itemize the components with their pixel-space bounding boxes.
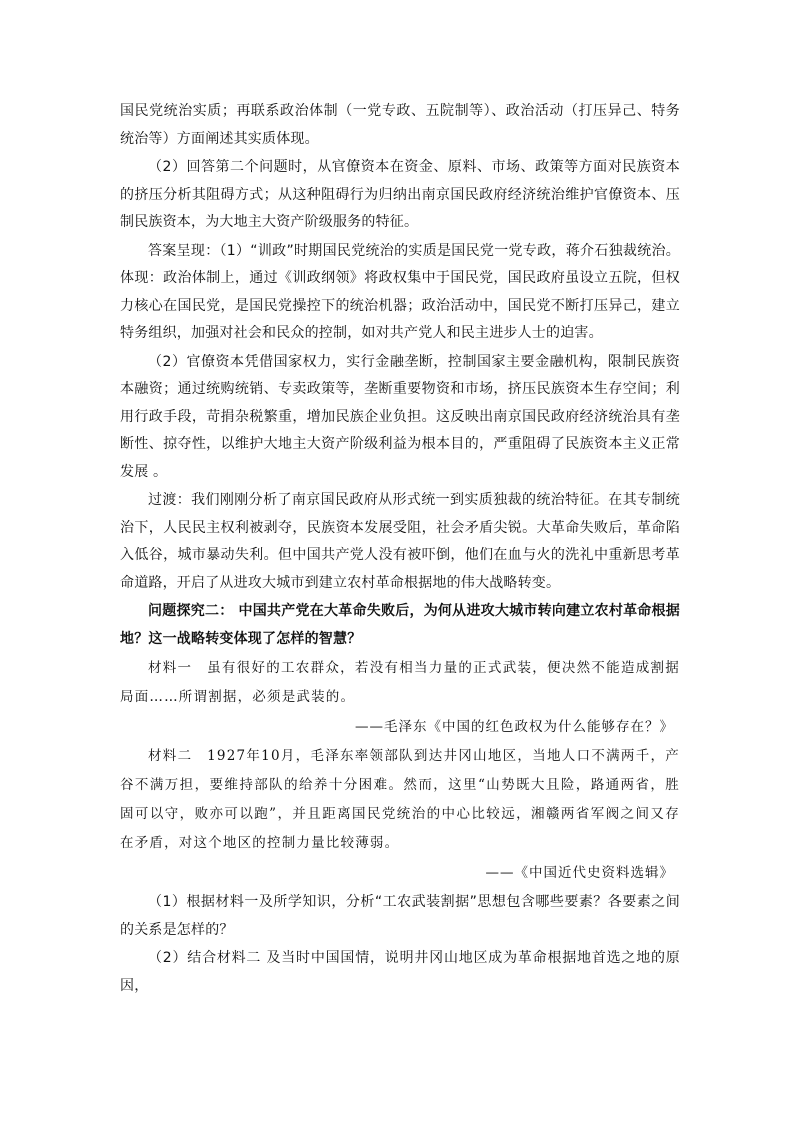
material-two-source: ——《中国近代史资料选辑》: [485, 865, 674, 881]
sub-question-2: （2）结合材料二 及当时中国国情，说明井冈山地区成为革命根据地首选之地的原因，: [120, 950, 680, 994]
material-one-source: ——毛泽东《中国的红色政权为什么能够存在？》: [355, 719, 674, 735]
question-heading: 问题探究二： 中国共产党在大革命失败后，为何从进攻大城市转向建立农村革命根据地？这一战略转变体现了怎样的智慧？: [120, 603, 680, 647]
material-two: 材料二 1927年10月，毛泽东率领部队到达井冈山地区，当地人口不满两千，产谷不满万担，要维持部队的给养十分困难。然而，这里“山势既大且险，路通两省，胜固可以守，败亦可以跑”，并且距离国民党统治的中心比较远，湘赣两省军阀之间又存在矛盾，对这个地区的控制力量比较薄弱。: [120, 748, 680, 851]
document-body: [120, 98, 680, 1000]
paragraph-analysis-2: （2）回答第二个问题时，从官僚资本在资金、原料、市场、政策等方面对民族资本的挤压分析其阻碍方式；从这种阻碍行为归纳出南京国民政府经济统治维护官僚资本、压制民族资本，为大地主大资产阶级服务的特征。: [120, 159, 680, 230]
paragraph-analysis-1: 国民党统治实质；再联系政治体制（一党专政、五院制等）、政治活动（打压异己、特务统治等）方面阐述其实质体现。: [120, 103, 680, 147]
paragraph-transition: 过渡：我们刚刚分析了南京国民政府从形式统一到实质独裁的统治特征。在其专制统治下，人民民主权利被剥夺，民族资本发展受阻，社会矛盾尖锐。大革命失败后，革命陷入低谷，城市暴动失利。但中国共产党人没有被吓倒，他们在血与火的洗礼中重新思考革命道路，开启了从进攻大城市到建立农村革命根据地的伟大战略转变。: [120, 492, 680, 591]
paragraph-answer-1: 答案呈现：（1）“训政”时期国民党统治的实质是国民党一党专政，蒋介石独裁统治。体现：政治体制上，通过《训政纲领》将政权集中于国民党，国民政府虽设立五院，但权力核心在国民党，是国民党操控下的统治机器；政治活动中，国民党不断打压异己，建立特务组织，加强对社会和民众的控制，如对共产党人和民主进步人士的迫害。: [120, 242, 680, 341]
sub-question-1: （1）根据材料一及所学知识，分析“工农武装割据”思想包含哪些要素？各要素之间的关系是怎样的？: [120, 894, 680, 938]
paragraph-answer-2: （2）官僚资本凭借国家权力，实行金融垄断，控制国家主要金融机构，限制民族资本融资；通过统购统销、专卖政策等，垄断重要物资和市场，挤压民族资本生存空间；利用行政手段，苛捐杂税繁重，增加民族企业负担。这反映出南京国民政府经济统治具有垄断性、掠夺性，以维护大地主大资产阶级利益为根本目的，严重阻碍了民族资本主义正常发展 。: [120, 353, 680, 480]
material-one: 材料一 虽有很好的工农群众，若没有相当力量的正式武装，便决然不能造成割据局面……所谓割据，必须是武装的。: [120, 660, 680, 705]
